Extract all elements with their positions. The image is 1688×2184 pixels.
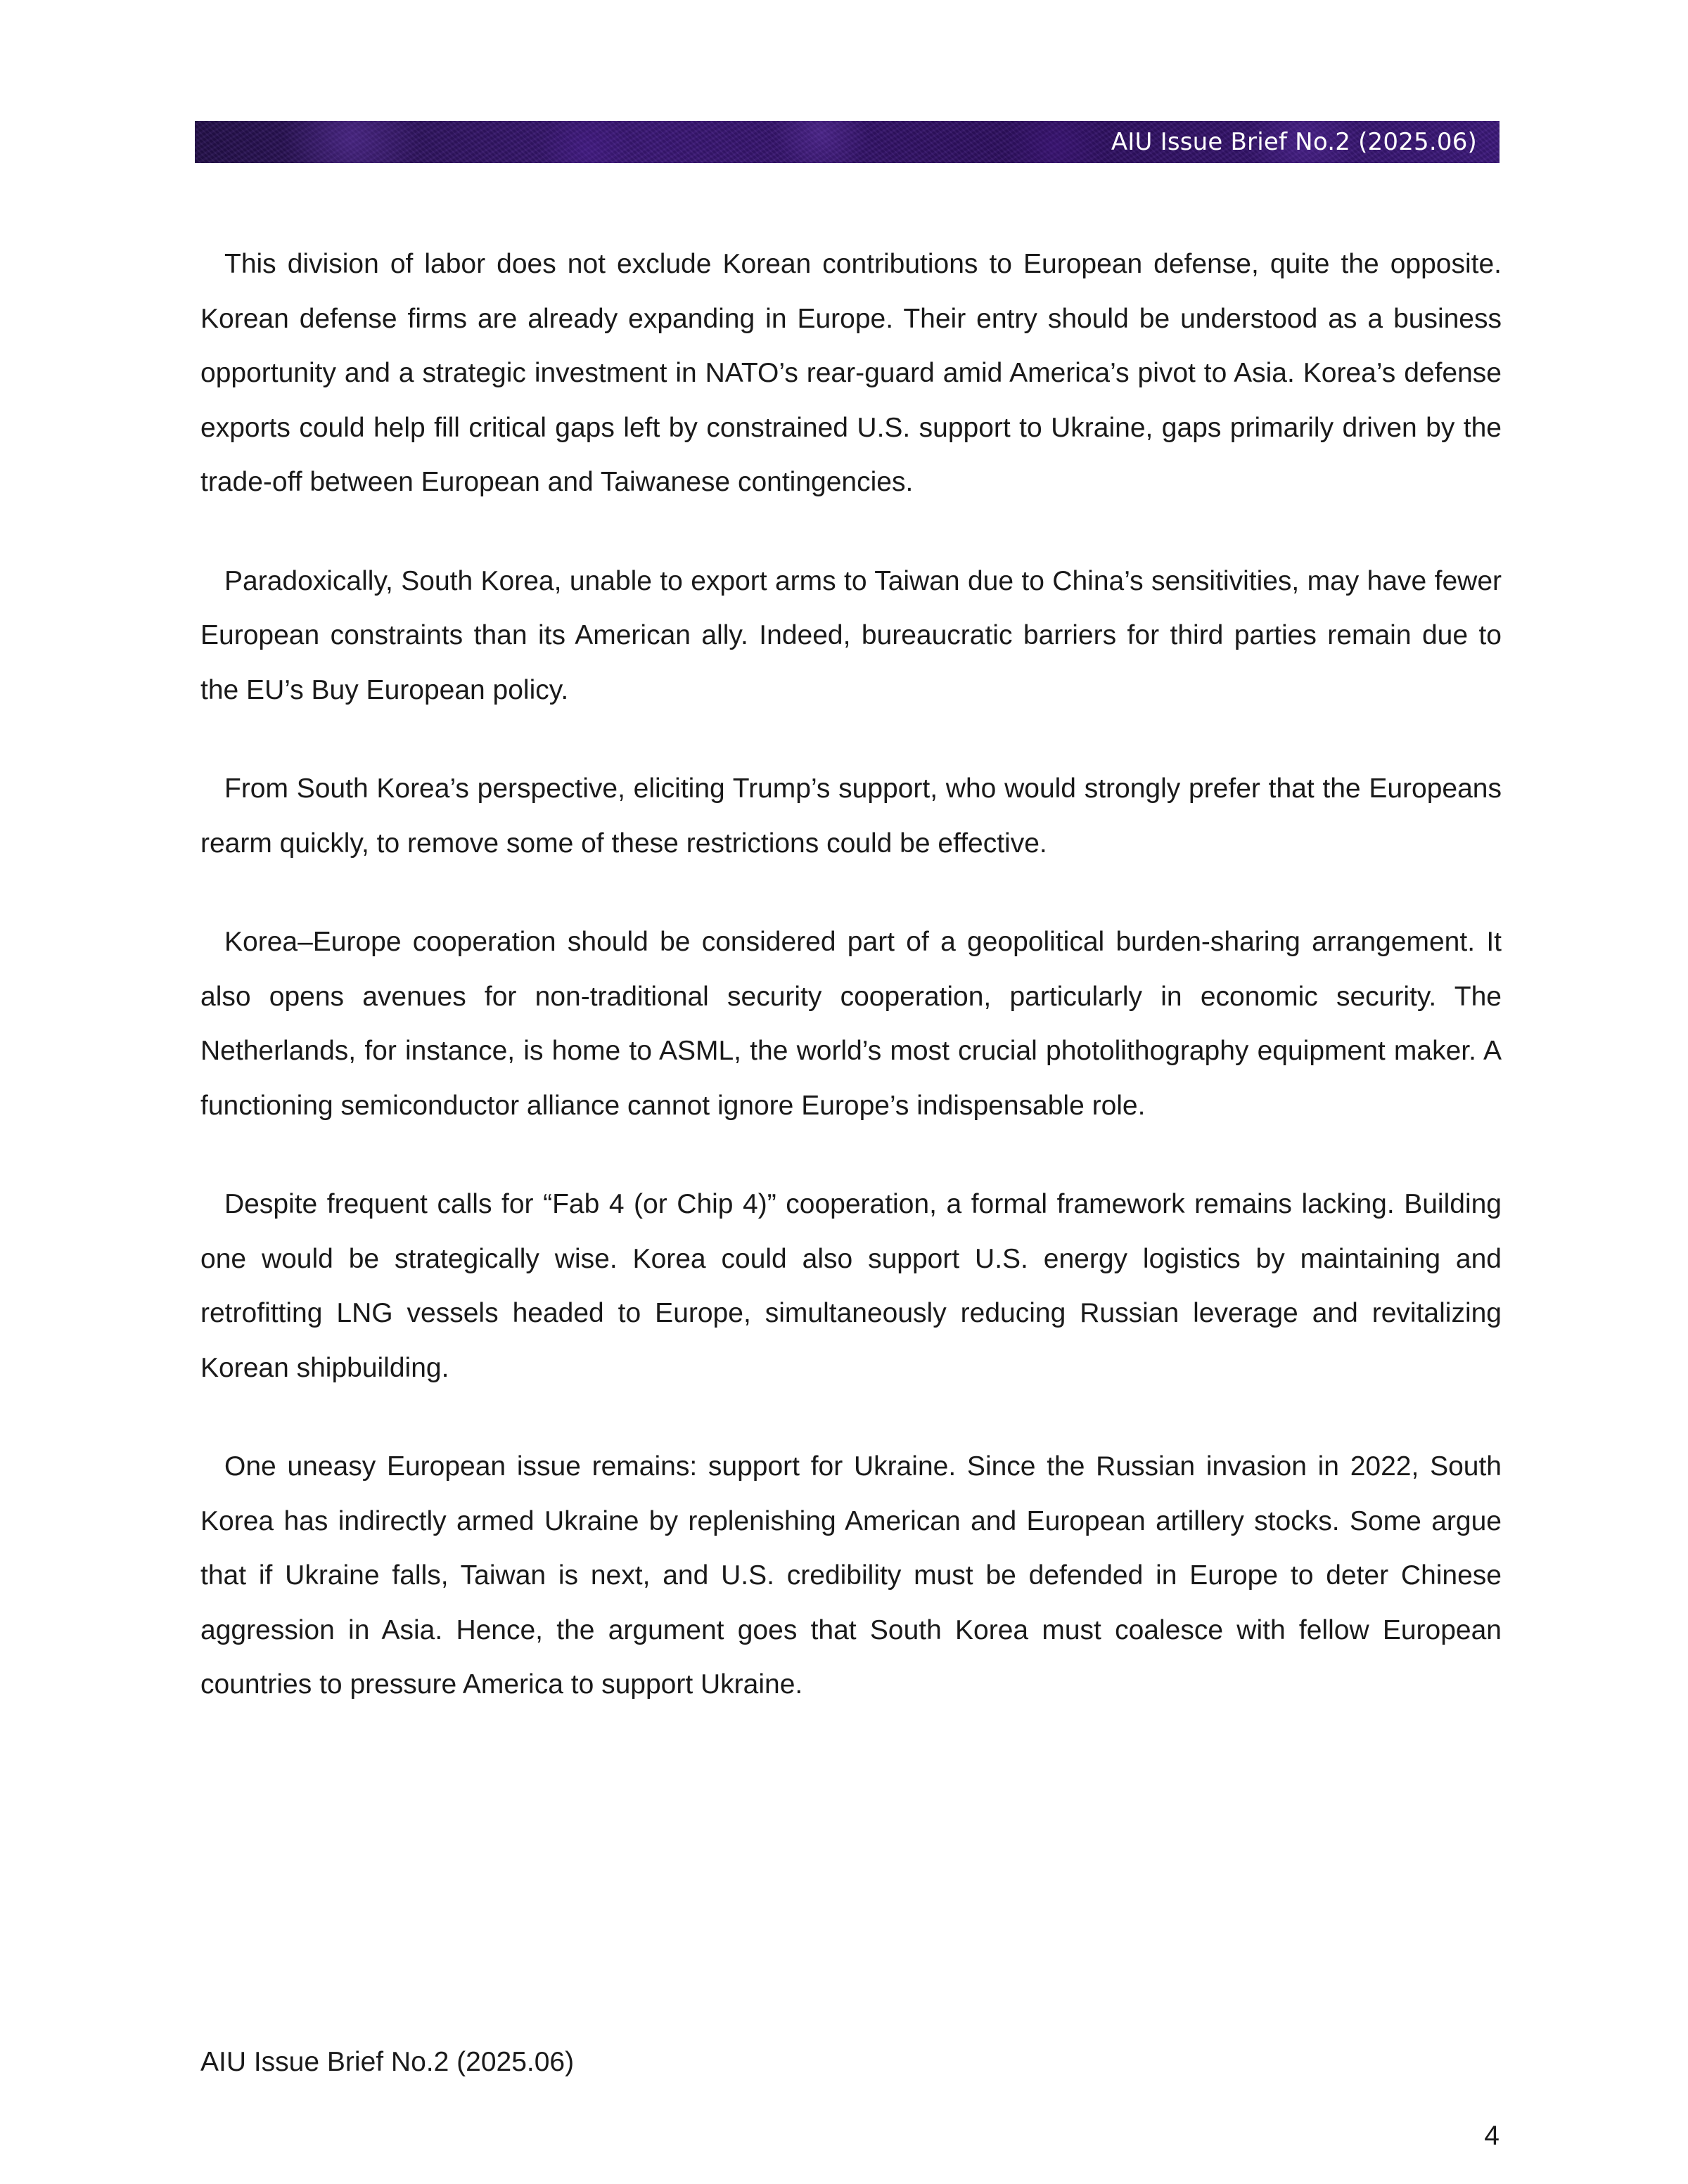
body-content — [200, 237, 1502, 1756]
paragraph: From South Korea’s perspective, eliciting Trump’s support, who would strongly prefer that the Europeans rearm quickly, to remove some of these restrictions could be effective. — [200, 773, 1502, 859]
paragraph: Korea–Europe cooperation should be considered part of a geopolitical burden-sharing arrangement. It also opens avenues for non-traditional security cooperation, particularly in economic security. The Netherlands, for instance, is home to ASML, the world’s most crucial photolithography equipment maker. A functioning semiconductor alliance cannot ignore Europe’s indispensable role. — [200, 927, 1502, 1121]
paragraph: One uneasy European issue remains: support for Ukraine. Since the Russian invasion in 2022, South Korea has indirectly armed Ukraine by replenishing American and European artillery stocks. Some argue that if Ukraine falls, Taiwan is next, and U.S. credibility must be defended in Europe to deter Chinese aggression in Asia. Hence, the argument goes that South Korea must coalesce with fellow European countries to pressure America to support Ukraine. — [200, 1451, 1502, 1700]
header-title: AIU Issue Brief No.2 (2025.06) — [1111, 128, 1477, 156]
page-number: 4 — [1484, 2121, 1500, 2151]
footer-title: AIU Issue Brief No.2 (2025.06) — [200, 2047, 575, 2077]
paragraph: Paradoxically, South Korea, unable to export arms to Taiwan due to China’s sensitivities, may have fewer European constraints than its American ally. Indeed, bureaucratic barriers for third parties remain due to the EU’s Buy European policy. — [200, 565, 1502, 705]
header-banner — [195, 121, 1500, 163]
paragraph: Despite frequent calls for “Fab 4 (or Chip 4)” cooperation, a formal framework remains lacking. Building one would be strategically wise. Korea could also support U.S. energy logistics by maintaining and retrofitting LNG vessels headed to Europe, simultaneously reducing Russian leverage and revitalizing Korean shipbuilding. — [200, 1189, 1502, 1383]
paragraph: This division of labor does not exclude Korean contributions to European defense, quite the opposite. Korean defense firms are already expanding in Europe. Their entry should be understood as a business opportunity and a strategic investment in NATO’s rear-guard amid America’s pivot to Asia. Korea’s defense exports could help fill critical gaps left by constrained U.S. support to Ukraine, gaps primarily driven by the trade-off between European and Taiwanese contingencies. — [200, 249, 1502, 497]
